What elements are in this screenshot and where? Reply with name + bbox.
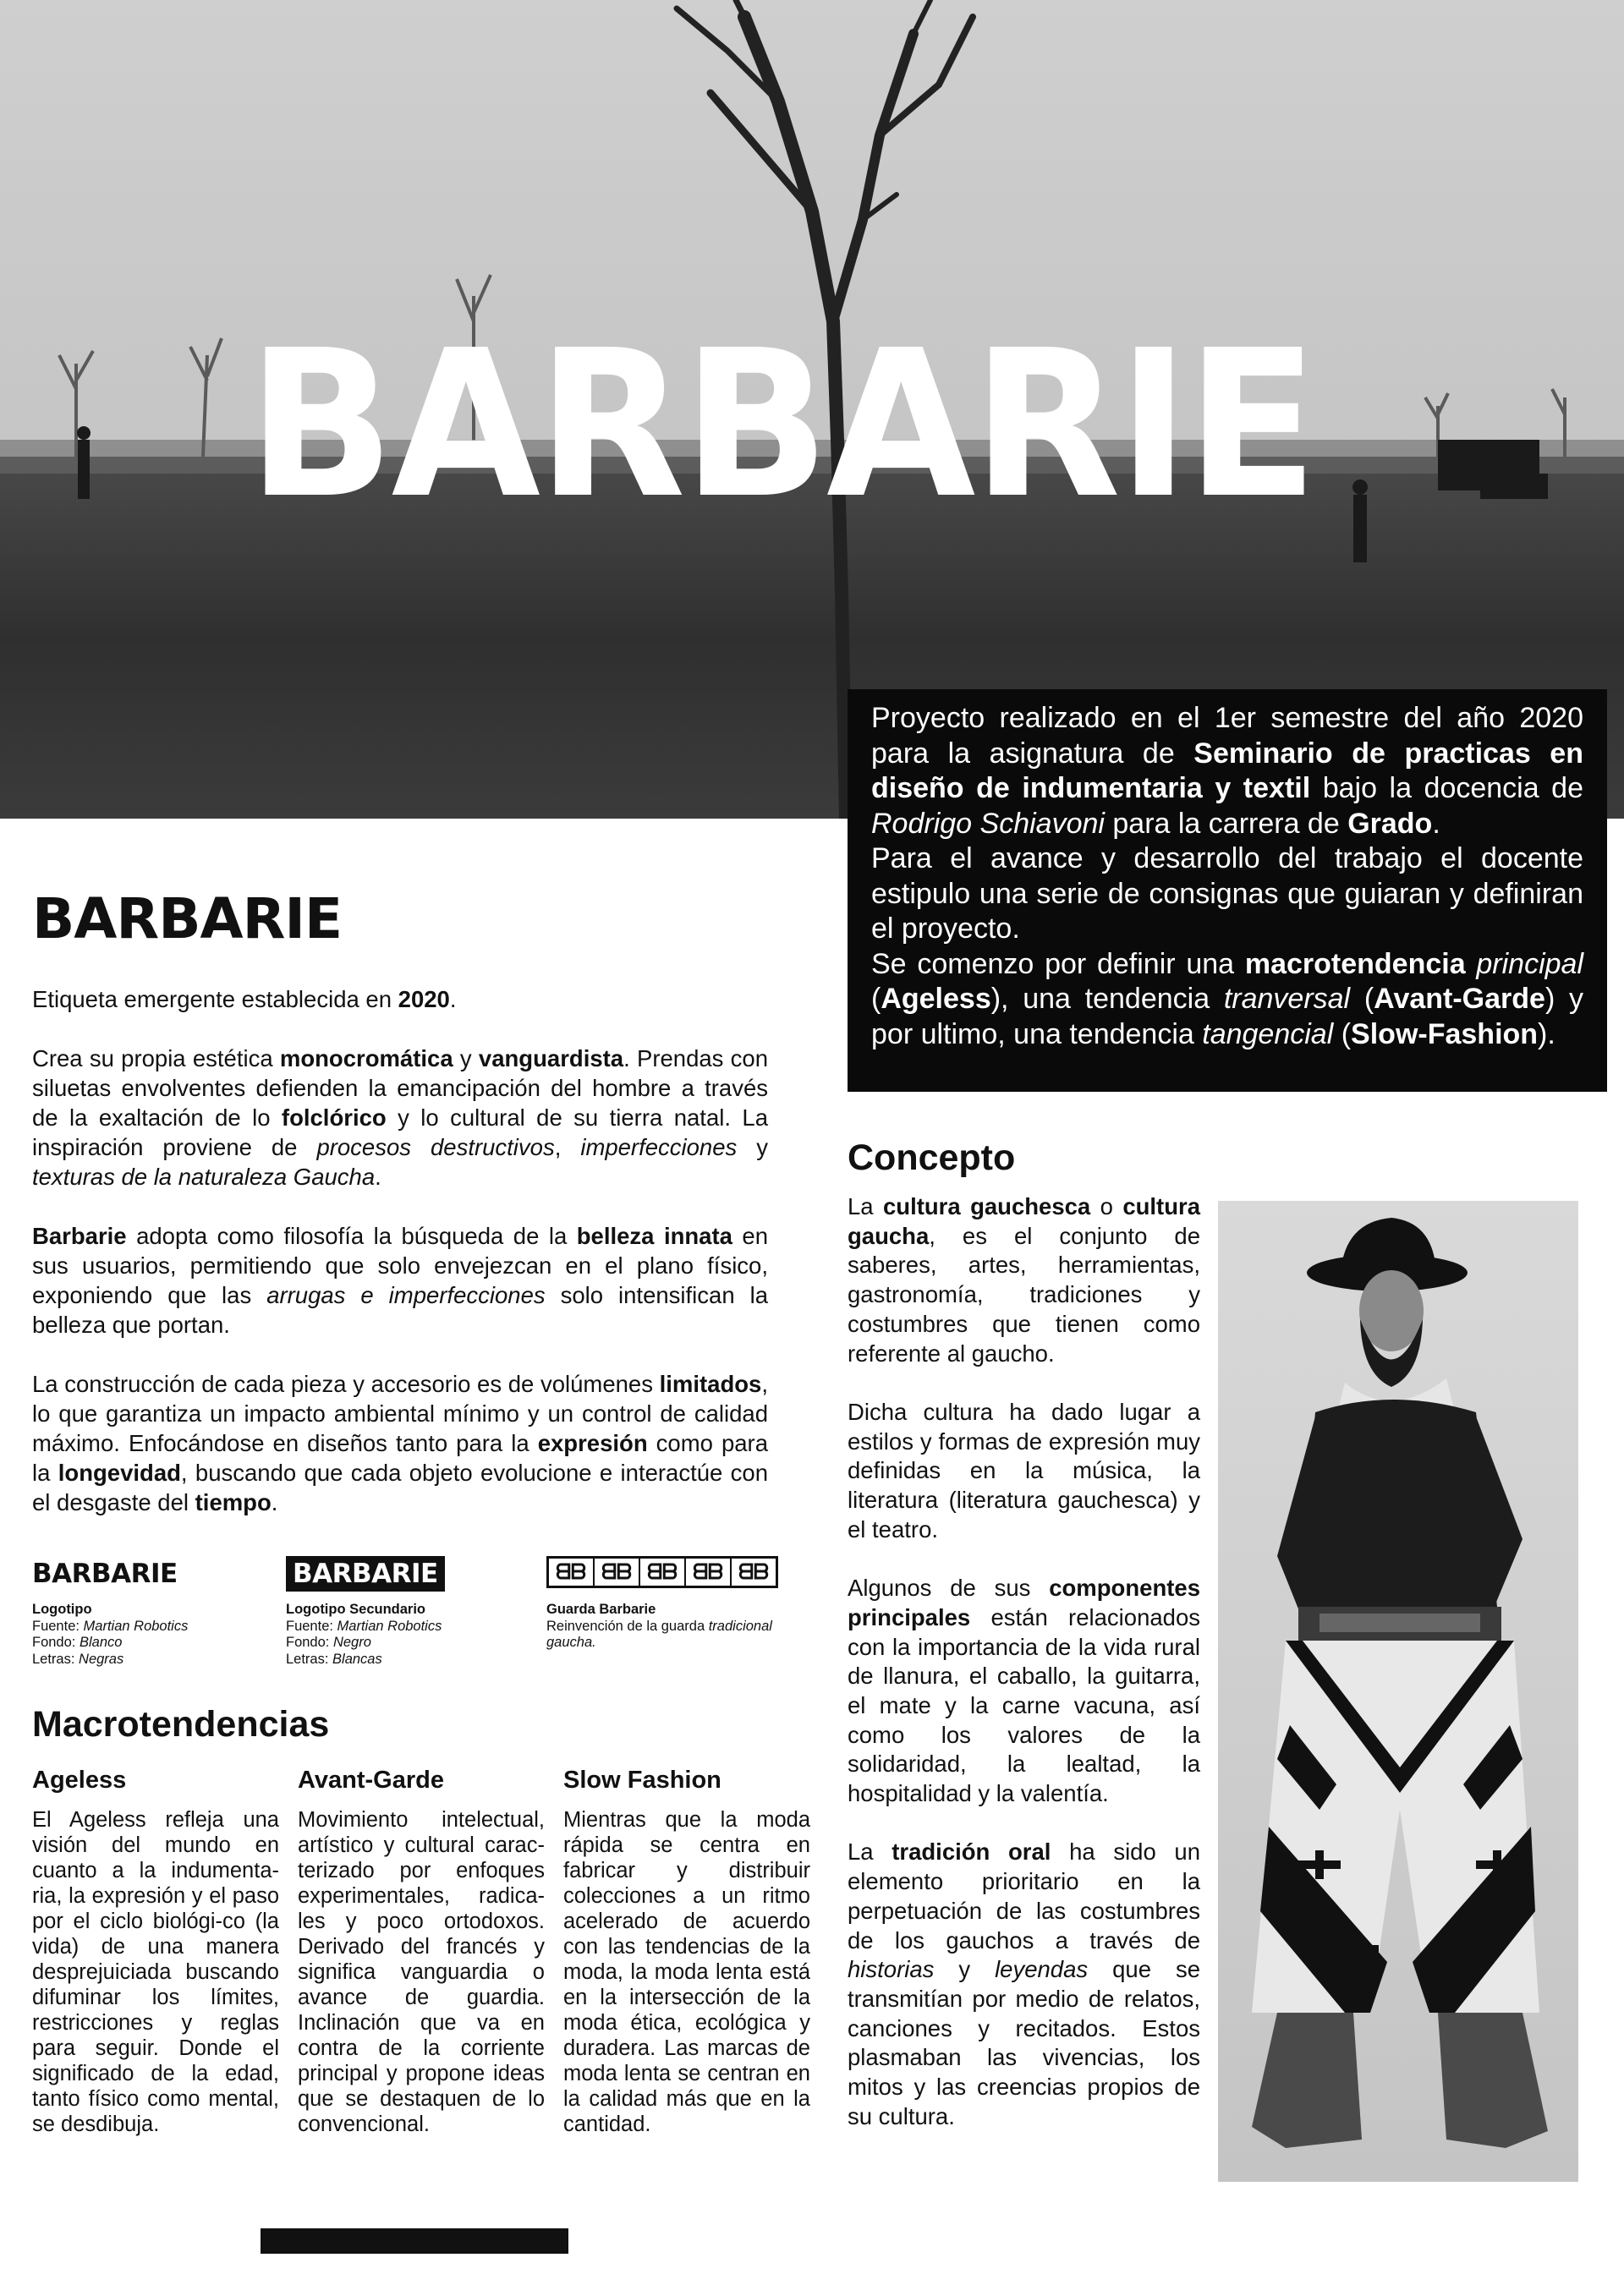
brand-paragraph: Crea su propia estética monocromática y vanguardista. Prendas con siluetas envolventes defienden la emancipación del hombre a través de la exaltación de lo folclórico y lo cultural de su tierra natal. La inspiración proviene de procesos destructivos, imperfecciones y texturas de la naturaleza Gaucha. <box>32 1045 769 1190</box>
caption-line: Fondo: Blanco <box>32 1635 123 1650</box>
concept-paragraph: Algunos de sus componentes principales están relacionados con la importancia de la vida rural de llanura, el caballo, la guitarra, el mate y la carne vacuna, así como los valores de la solidaridad, la lealtad, la hospitalidad y la valentía. <box>848 1575 1200 1807</box>
logo-secondary <box>286 1556 445 1668</box>
logo-mark: BARBARIE <box>32 1559 178 1589</box>
concept-paragraph: Dicha cultura ha dado lugar a estilos y formas de expresión muy definidas en la música, la literatura (literatura gauchesca) y el teatro. <box>848 1398 1200 1543</box>
intro-box <box>848 689 1607 1092</box>
concept-title: Concepto <box>848 1137 1016 1178</box>
brand-paragraph: Etiqueta emergente establecida en 2020. <box>32 986 457 1012</box>
logo-caption <box>32 1602 188 1668</box>
caption-line: Fuente: Martian Robotics <box>32 1618 189 1634</box>
brand-paragraph: La construcción de cada pieza y accesorio es de volúmenes limitados, lo que garantiza un impacto ambiental mínimo y un control de calidad máximo. Enfocándose en diseños tanto para la expresión como para la longevidad, buscando que cada objeto evolucione e interactúe con el desgaste del tiempo. <box>32 1371 769 1515</box>
caption-line: Reinvención de la guarda tradicional gaucha. <box>546 1618 772 1650</box>
caption-line: Fuente: Martian Robotics <box>286 1618 442 1634</box>
concept-paragraph: La tradición oral ha sido un elemento prioritario en la perpetuación de las costumbres de los gauchos a través de historias y leyendas que se transmitían por medio de relatos, canciones y recitados. Estos plasmaban las vivencias, los mitos y las creencias propios de su cultura. <box>848 1838 1200 2129</box>
trend-avant-garde <box>298 1765 545 2137</box>
brand-heading: BARBARIE <box>32 886 343 951</box>
logo-caption <box>286 1602 445 1668</box>
hero-title: BARBARIE <box>247 306 1315 543</box>
intro-line: Se comenzo por definir una macrotendencia principal (Ageless), una tendencia tranversal (Avant-Garde) y por ultimo, una tendencia tangencial (Slow-Fashion). <box>871 947 1583 1050</box>
caption-line: Letras: Negras <box>32 1651 124 1667</box>
logo-mark-negative: BARBARIE <box>286 1556 445 1592</box>
logo-caption <box>546 1602 800 1652</box>
footer-bar <box>261 2228 568 2254</box>
intro-line: Para el avance y desarrollo del trabajo el docente estipulo una serie de consignas que guiaran y definiran el proyecto. <box>871 842 1583 945</box>
macro-title: Macrotendencias <box>32 1704 330 1745</box>
guard-pattern-graphic: ᗺᗷ ᗺᗷ ᗺᗷ ᗺᗷ ᗺᗷ <box>546 1556 778 1588</box>
trend-text: El Ageless refleja una visión del mundo en cuanto a la indumenta-ria, la expresión y el paso por el ciclo biológi-co (la vida) de una manera desprejuiciada buscando difuminar los límites, restricciones y reglas para seguir. Donde el significado de la edad, tanto físico como mental, se desdibuja. <box>32 1808 279 2136</box>
concept-text <box>848 1192 1200 2161</box>
trend-slow-fashion <box>563 1765 810 2137</box>
concept-paragraph: La cultura gauchesca o cultura gaucha, es el conjunto de saberes, artes, herramientas, gastronomía, tradiciones y costumbres que tienen como referente al gaucho. <box>848 1193 1201 1367</box>
trend-title: Ageless <box>32 1767 127 1794</box>
trend-title: Slow Fashion <box>563 1767 721 1794</box>
caption-line: Fondo: Negro <box>286 1635 371 1650</box>
trend-text: Mientras que la moda rápida se centra en fabricar y distribuir colecciones a un ritmo acelerado de acuerdo con las tendencias de la moda, la moda lenta está en la intersección de la moda ética, ecológica y duradera. Las marcas de moda lenta se centran en la calidad más que en la cantidad. <box>563 1808 810 2136</box>
trend-ageless <box>32 1765 279 2137</box>
guard-pattern <box>546 1556 800 1652</box>
caption-line: Letras: Blancas <box>286 1651 382 1667</box>
intro-line: Proyecto realizado en el 1er semestre del año 2020 para la asignatura de Seminario de practicas en diseño de indumentaria y textil bajo la docencia de Rodrigo Schiavoni para la carrera de Grado. <box>871 702 1584 840</box>
trend-title: Avant-Garde <box>298 1767 444 1794</box>
trend-text: Movimiento intelectual, artístico y cultural carac-terizado por enfoques experimentales, radica-les y poco ortodoxos. Derivado del francés y significa vanguardia o avance de guardia. Inclinación que va en contra de la corriente principal y propone ideas que se destaquen de lo convencional. <box>298 1808 545 2136</box>
logo-primary <box>32 1556 188 1668</box>
caption-line: Logotipo <box>32 1602 92 1617</box>
gaucho-photo <box>1218 1201 1578 2182</box>
brand-description <box>32 984 768 1547</box>
caption-line: Guarda Barbarie <box>546 1602 656 1617</box>
brand-paragraph: Barbarie adopta como filosofía la búsqueda de la belleza innata en sus usuarios, permitiendo que solo envejezcan en el plano físico, exponiendo que las arrugas e imperfecciones solo intensifican la belleza que portan. <box>32 1223 768 1338</box>
caption-line: Logotipo Secundario <box>286 1602 425 1617</box>
